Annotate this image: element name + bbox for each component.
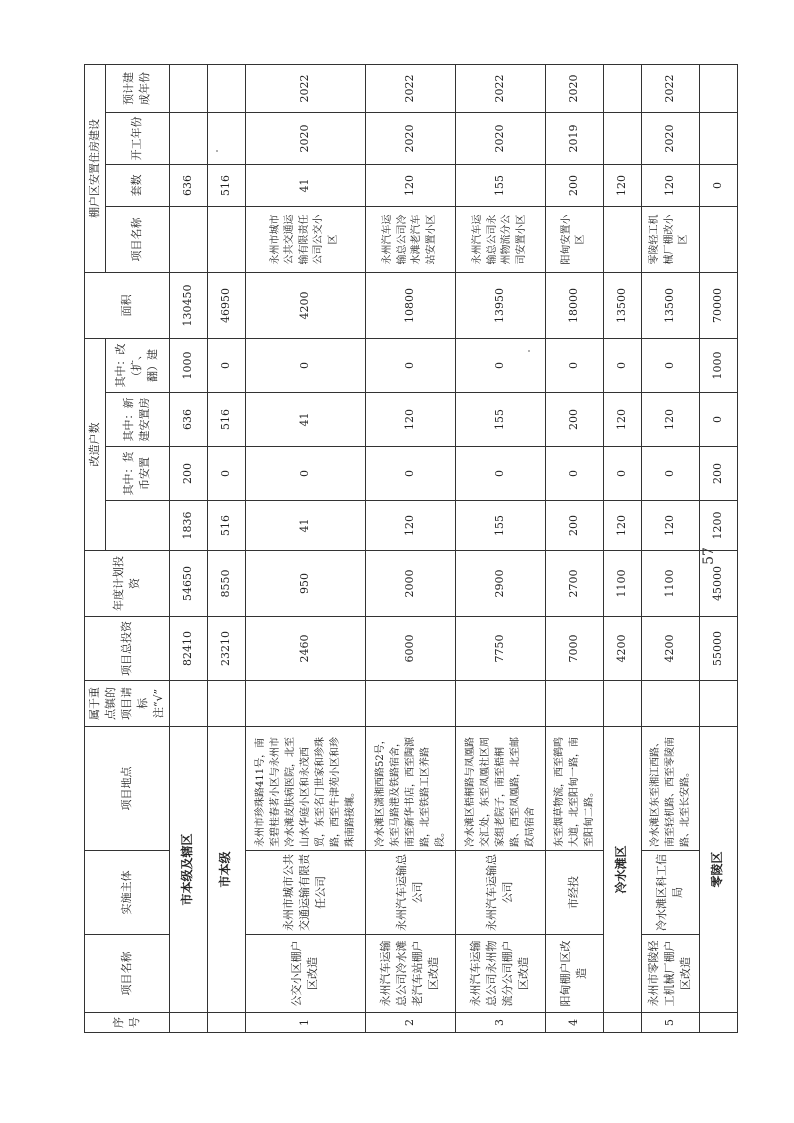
summary-completion-year: [207, 65, 245, 113]
page-number: 57: [700, 547, 717, 565]
row-start-year: 2019: [545, 113, 603, 165]
summary-total-investment: 23210: [207, 617, 245, 681]
summary-annual-investment: 8550: [207, 551, 245, 617]
row-total-investment: 4200: [641, 617, 699, 681]
summary-start-year: [603, 113, 641, 165]
summary-label: 零陵区: [699, 727, 737, 1013]
row-units: 200: [545, 165, 603, 207]
row-area: 13500: [641, 273, 699, 339]
row-total-investment: 7750: [455, 617, 545, 681]
summary-households: 1200: [699, 501, 737, 551]
header-new-housing: 其中：新建安置房: [105, 393, 169, 447]
summary-units: 0: [699, 165, 737, 207]
summary-total-investment: 55000: [699, 617, 737, 681]
summary-new: 636: [169, 393, 207, 447]
summary-area: 46950: [207, 273, 245, 339]
summary-annual-investment: 54650: [169, 551, 207, 617]
row-project-name: 永州市零陵轻工机械厂棚户区改造: [641, 935, 699, 1013]
header-start-year: 开工年份: [105, 113, 169, 165]
summary-cash: 0: [207, 447, 245, 501]
row-implementer: 永州市城市公共交通运输有限责任公司: [245, 851, 365, 935]
row-households: 120: [365, 501, 455, 551]
summary-resettlement-name: [699, 207, 737, 273]
row-households: 200: [545, 501, 603, 551]
header-completion-year: 预计建成年份: [105, 65, 169, 113]
row-cash: 0: [641, 447, 699, 501]
summary-label: 市本级: [207, 727, 245, 1013]
summary-area: 13500: [603, 273, 641, 339]
row-total-investment: 2460: [245, 617, 365, 681]
summary-start-year: [169, 113, 207, 165]
row-location: 冷水滩区潇湘西路52号，东至马路港及铁路宿舍，南至新华书店，西至陶源路，北至铁路工区养路段。: [365, 727, 455, 851]
summary-serial: [603, 1013, 641, 1033]
summary-completion-year: [603, 65, 641, 113]
summary-households: 1836: [169, 501, 207, 551]
row-new: 120: [365, 393, 455, 447]
summary-serial: [207, 1013, 245, 1033]
row-start-year: 2020: [641, 113, 699, 165]
header-rebuild: 其中：改（扩、翻）建: [105, 339, 169, 393]
row-new: 200: [545, 393, 603, 447]
row-start-year: 2020: [245, 113, 365, 165]
row-area: 13950: [455, 273, 545, 339]
shantytown-renovation-table: [84, 64, 738, 1033]
summary-resettlement-name: [603, 207, 641, 273]
header-key-town: 属于重点镇的项目请标注“√”: [85, 681, 170, 727]
row-rebuild: 0: [455, 339, 545, 393]
row-completion-year: 2022: [641, 65, 699, 113]
table-row: [545, 65, 603, 1033]
row-project-name: 永州汽车运输总公司冷水滩老汽车站棚户区改造: [365, 935, 455, 1013]
row-cash: 0: [455, 447, 545, 501]
row-new: 120: [641, 393, 699, 447]
summary-completion-year: [699, 65, 737, 113]
summary-row-city-level: [207, 65, 245, 1033]
header-area: 面积: [85, 273, 170, 339]
header-total-investment: 项目总投资: [85, 617, 170, 681]
scan-speck: [528, 350, 530, 352]
row-resettlement-name: 永州汽车运输总公司冷水滩老汽车站安置小区: [365, 207, 455, 273]
row-key-town: [245, 681, 365, 727]
row-start-year: 2020: [365, 113, 455, 165]
row-households: 120: [641, 501, 699, 551]
table-row: [641, 65, 699, 1033]
summary-annual-investment: 45000: [699, 551, 737, 617]
summary-start-year: [699, 113, 737, 165]
summary-rebuild: 1000: [699, 339, 737, 393]
summary-total-investment: 82410: [169, 617, 207, 681]
row-total-investment: 6000: [365, 617, 455, 681]
row-project-name: 永州汽车运输总公司永州物流分公司棚户区改造: [455, 935, 545, 1013]
summary-start-year: [207, 113, 245, 165]
scan-speck: [216, 150, 218, 152]
header-implementer: 实施主体: [85, 851, 170, 935]
header-row-1: [85, 65, 106, 1033]
header-cash-settlement: 其中：货币安置: [105, 447, 169, 501]
row-households: 41: [245, 501, 365, 551]
summary-cash: 200: [169, 447, 207, 501]
summary-label: 市本级及辖区: [169, 727, 207, 1013]
summary-resettlement-name: [169, 207, 207, 273]
header-units: 套数: [105, 165, 169, 207]
row-project-name: 阳甸棚户区改造: [545, 935, 603, 1013]
summary-annual-investment: 1100: [603, 551, 641, 617]
summary-units: 516: [207, 165, 245, 207]
summary-key-town: [699, 681, 737, 727]
row-cash: 0: [545, 447, 603, 501]
summary-area: 130450: [169, 273, 207, 339]
summary-households: 120: [603, 501, 641, 551]
row-key-town: [641, 681, 699, 727]
row-cash: 0: [365, 447, 455, 501]
summary-rebuild: 0: [603, 339, 641, 393]
row-location: 冷水滩区东至湘江西路、南至轻机路、西至零陵南路、北至长安路。: [641, 727, 699, 851]
header-renovated-households: 改造户数: [85, 339, 106, 551]
summary-resettlement-name: [207, 207, 245, 273]
row-location: 永州市珍珠路411号，南至碧桂春茗小区与永州市冷水滩皮肤病医院，北至山水华庭小区和永茂西贸，东至名门世家和珍珠路，西至牛津苑小区和珍珠南路接壤。: [245, 727, 365, 851]
row-completion-year: 2020: [545, 65, 603, 113]
row-key-town: [545, 681, 603, 727]
row-implementer: 永州汽车运输总公司: [455, 851, 545, 935]
row-resettlement-name: 零陵轻工机械厂棚改小区: [641, 207, 699, 273]
row-resettlement-name: 永州市城市公共交通运输有限责任公司公交小区: [245, 207, 365, 273]
header-resettlement-group: 棚户区安置住房建设: [85, 65, 106, 273]
summary-rebuild: 0: [207, 339, 245, 393]
row-units: 120: [365, 165, 455, 207]
summary-rebuild: 1000: [169, 339, 207, 393]
row-rebuild: 0: [641, 339, 699, 393]
row-implementer: 永州汽车运输总公司: [365, 851, 455, 935]
row-key-town: [365, 681, 455, 727]
summary-key-town: [603, 681, 641, 727]
row-implementer: 市经投: [545, 851, 603, 935]
header-households-total: [105, 501, 169, 551]
summary-new: 0: [699, 393, 737, 447]
summary-key-town: [169, 681, 207, 727]
header-project-name: 项目名称: [85, 935, 170, 1013]
summary-households: 516: [207, 501, 245, 551]
summary-total-investment: 4200: [603, 617, 641, 681]
row-annual-investment: 1100: [641, 551, 699, 617]
row-annual-investment: 2900: [455, 551, 545, 617]
row-completion-year: 2022: [455, 65, 545, 113]
row-new: 155: [455, 393, 545, 447]
row-key-town: [455, 681, 545, 727]
row-serial: 1: [245, 1013, 365, 1033]
summary-row-lengshuitan: [603, 65, 641, 1033]
row-area: 18000: [545, 273, 603, 339]
row-serial: 5: [641, 1013, 699, 1033]
table-row: [365, 65, 455, 1033]
summary-serial: [699, 1013, 737, 1033]
row-rebuild: 0: [245, 339, 365, 393]
table-row: [245, 65, 365, 1033]
row-units: 155: [455, 165, 545, 207]
summary-new: 120: [603, 393, 641, 447]
row-units: 41: [245, 165, 365, 207]
row-cash: 0: [245, 447, 365, 501]
summary-area: 70000: [699, 273, 737, 339]
summary-label: 冷水滩区: [603, 727, 641, 1013]
row-area: 4200: [245, 273, 365, 339]
row-rebuild: 0: [365, 339, 455, 393]
header-location: 项目地点: [85, 727, 170, 851]
table-row: [455, 65, 545, 1033]
summary-units: 120: [603, 165, 641, 207]
row-serial: 3: [455, 1013, 545, 1033]
summary-serial: [169, 1013, 207, 1033]
row-project-name: 公交小区棚户区改造: [245, 935, 365, 1013]
summary-row-city-and-districts: [169, 65, 207, 1033]
row-rebuild: 0: [545, 339, 603, 393]
summary-cash: 0: [603, 447, 641, 501]
row-serial: 4: [545, 1013, 603, 1033]
row-implementer: 冷水滩区科工信局: [641, 851, 699, 935]
header-resettlement-name: 项目名称: [105, 207, 169, 273]
row-completion-year: 2022: [245, 65, 365, 113]
row-annual-investment: 950: [245, 551, 365, 617]
summary-completion-year: [169, 65, 207, 113]
row-new: 41: [245, 393, 365, 447]
summary-new: 516: [207, 393, 245, 447]
row-resettlement-name: 阳甸安置小区: [545, 207, 603, 273]
row-location: 冷水滩区梧桐路与凤凰路交汇处，东至凤凰社区周家组老院子，南至梧桐路、西至凤凰路，北至邮政局宿舍: [455, 727, 545, 851]
row-annual-investment: 2000: [365, 551, 455, 617]
row-serial: 2: [365, 1013, 455, 1033]
header-annual-investment: 年度计划投资: [85, 551, 170, 617]
row-households: 155: [455, 501, 545, 551]
row-resettlement-name: 永州汽车运输总公司永州物流分公司安置小区: [455, 207, 545, 273]
row-start-year: 2020: [455, 113, 545, 165]
summary-units: 636: [169, 165, 207, 207]
row-units: 120: [641, 165, 699, 207]
row-total-investment: 7000: [545, 617, 603, 681]
summary-cash: 200: [699, 447, 737, 501]
row-location: 东至烟草物流，西至鹤鸣大道，北至阳甸一路，南至阳甸二路。: [545, 727, 603, 851]
summary-key-town: [207, 681, 245, 727]
row-area: 10800: [365, 273, 455, 339]
header-serial: 序号: [85, 1013, 170, 1033]
row-completion-year: 2022: [365, 65, 455, 113]
row-annual-investment: 2700: [545, 551, 603, 617]
